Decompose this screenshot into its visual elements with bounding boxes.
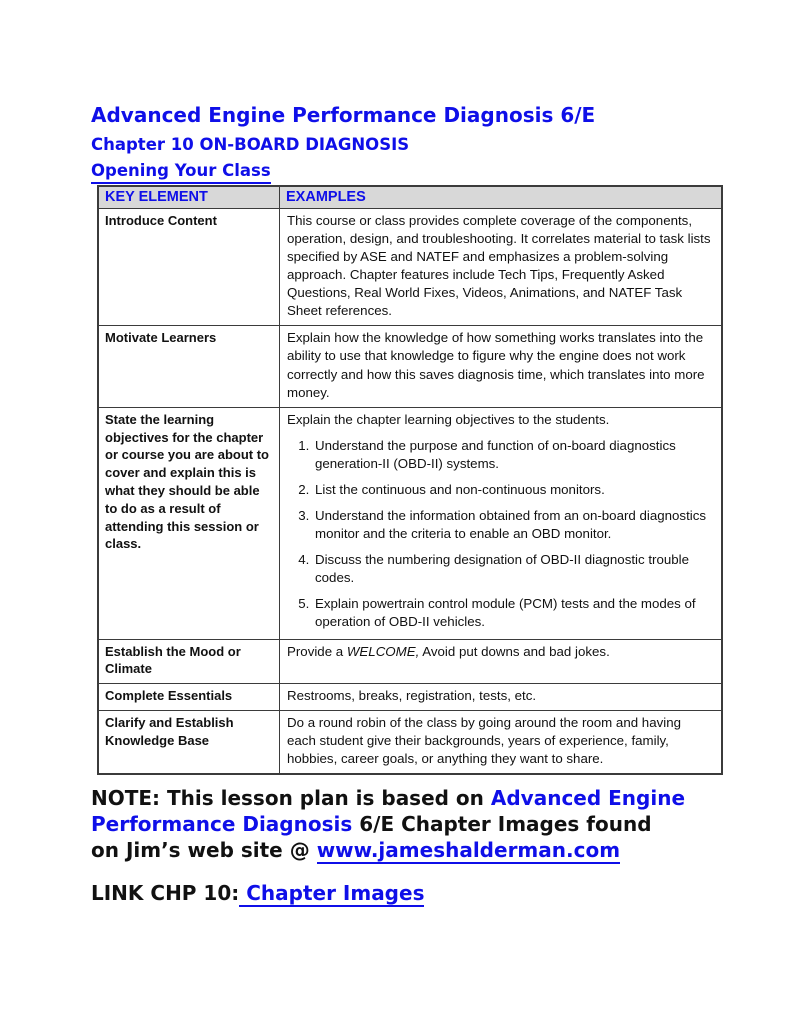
examples-cell — [280, 639, 723, 684]
objective-item: 1. Understand the purpose and function of on-board diagnostics generation-II (OBD-II) systems. — [313, 437, 713, 473]
objective-item: 5. Explain powertrain control module (PCM) tests and the modes of operation of OBD-II vehicles. — [313, 595, 713, 631]
examples-paragraph — [287, 643, 713, 661]
column-header-key-element: KEY ELEMENT — [98, 186, 280, 209]
table-row — [98, 326, 722, 407]
table-body — [98, 208, 722, 774]
table-header — [98, 186, 722, 209]
page-title: Advanced Engine Performance Diagnosis 6/E — [91, 103, 596, 127]
examples-cell — [280, 684, 723, 711]
chapter-images-link[interactable]: Chapter Images — [239, 881, 425, 906]
table-row — [98, 684, 722, 711]
examples-paragraph: Restrooms, breaks, registration, tests, etc. — [287, 688, 537, 704]
examples-paragraph: Explain the chapter learning objectives to the students. — [287, 411, 610, 427]
table-row — [98, 639, 722, 684]
key-element-cell: Establish the Mood or Climate — [98, 639, 280, 684]
italic-text: WELCOME, — [346, 643, 420, 659]
examples-cell — [280, 407, 723, 639]
plain-text: Avoid put downs and bad jokes. — [419, 643, 610, 659]
text-segment: LINK CHP 10: — [91, 881, 240, 906]
examples-paragraph: Explain how the knowledge of how something works translates into the ability to use that knowledge to figure why the engine does not work correctly and how this saves diagnosis time, which translates into more money. — [287, 330, 705, 400]
objective-item: 4. Discuss the numbering designation of OBD-II diagnostic trouble codes. — [313, 551, 713, 587]
table-row — [98, 208, 722, 325]
objectives-list — [287, 437, 713, 632]
book-title-highlight: Advanced Engine Performance Diagnosis — [91, 786, 686, 837]
note-paragraph — [91, 785, 686, 863]
key-element-cell: Motivate Learners — [98, 326, 280, 407]
examples-paragraph: This course or class provides complete coverage of the components, operation, design, and troubleshooting. It correlates material to task lists specified by ASE and NATEF and emphasizes a problem-solving approach. Chapter features include Tech Tips, Frequently Asked Questions, Real World Fixes, Videos, Animations, and NATEF Task Sheet references. — [287, 212, 711, 319]
table-row — [98, 711, 722, 775]
examples-paragraph: Do a round robin of the class by going around the room and having each student give their backgrounds, years of experience, family, hobbies, career goals, or anything they want to share. — [287, 715, 681, 767]
key-element-cell: Introduce Content — [98, 208, 280, 325]
objective-item: 2. List the continuous and non-continuous monitors. — [313, 481, 713, 499]
examples-cell — [280, 711, 723, 775]
section-heading — [91, 162, 697, 184]
table-row — [98, 407, 722, 639]
text-segment: 6/E Chapter Images found on Jim’s web site @ — [91, 812, 652, 863]
table-header-row — [98, 186, 722, 209]
chapter-heading: Chapter 10 ON-BOARD DIAGNOSIS — [91, 135, 410, 154]
lesson-plan-table — [97, 185, 723, 775]
key-element-cell: Complete Essentials — [98, 684, 280, 711]
objective-item: 3. Understand the information obtained from an on-board diagnostics monitor and the criteria to enable an OBD monitor. — [313, 507, 713, 543]
text-segment: NOTE: This lesson plan is based on — [91, 786, 491, 811]
jameshalderman-link[interactable]: www.jameshalderman.com — [316, 838, 621, 863]
examples-cell — [280, 326, 723, 407]
examples-cell — [280, 208, 723, 325]
plain-text: Provide a — [287, 643, 347, 659]
key-element-cell: Clarify and Establish Knowledge Base — [98, 711, 280, 775]
key-element-cell: State the learning objectives for the chapter or course you are about to cover and explain this is what they should be able to do as a result of attending this session or class. — [98, 407, 280, 639]
column-header-examples: EXAMPLES — [280, 186, 723, 209]
section-heading-text: Opening Your Class — [91, 162, 271, 184]
link-chp-line — [91, 880, 686, 906]
